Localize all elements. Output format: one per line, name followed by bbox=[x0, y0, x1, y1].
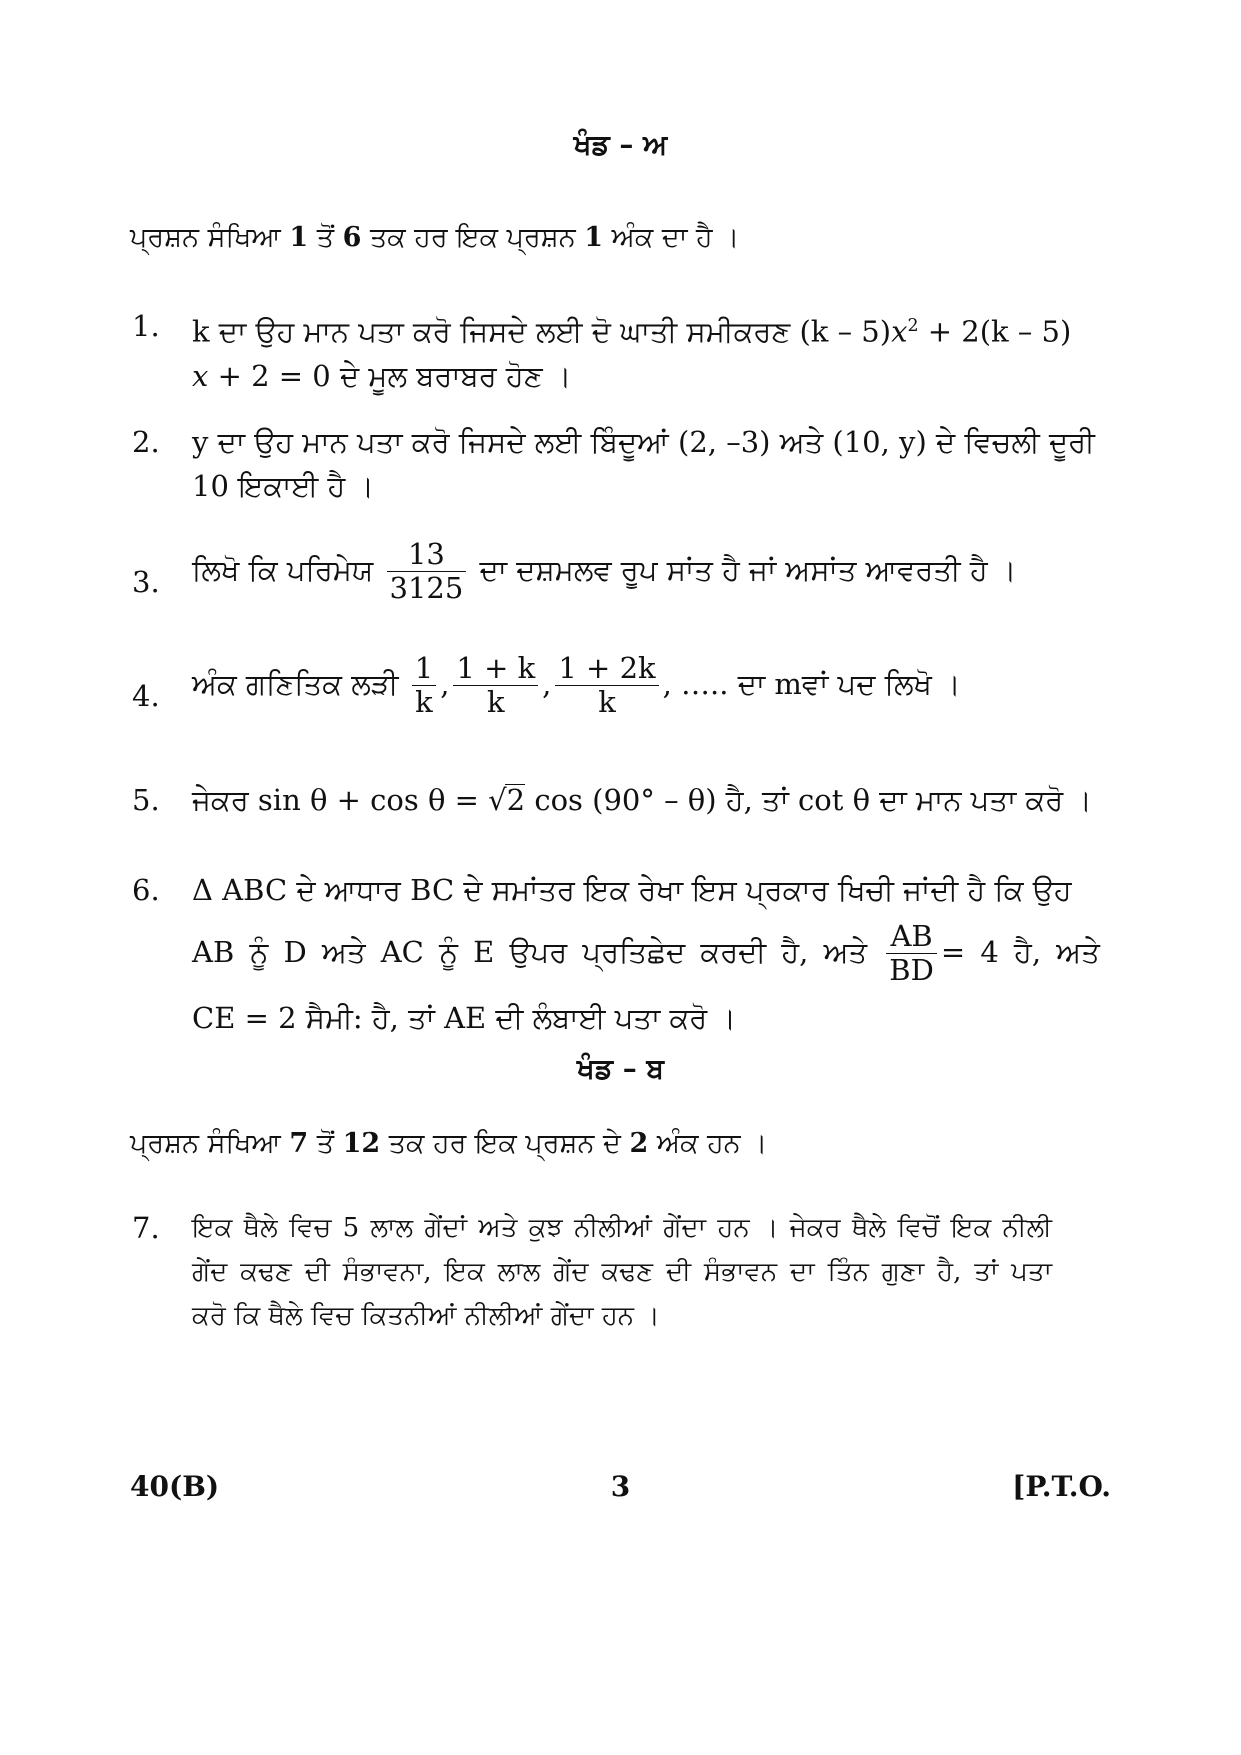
fraction-numerator: AB bbox=[886, 920, 937, 954]
question-line bbox=[192, 652, 1052, 720]
question-text bbox=[192, 538, 1052, 606]
variable-x: x bbox=[192, 358, 209, 393]
fraction-numerator: 1 + 2k bbox=[555, 652, 658, 686]
text-span: AB ਨੂੰ D ਅਤੇ AC ਨੂੰ E ਉਪਰ ਪ੍ਰਤਿਛੇਦ ਕਰਦੀ ਹੈ, ਅਤੇ bbox=[192, 934, 868, 969]
question-text bbox=[192, 1206, 1052, 1338]
separator: , bbox=[440, 666, 450, 701]
question-line: Δ ABC ਦੇ ਆਧਾਰ BC ਦੇ ਸਮਾਂਤਰ ਇਕ ਰੇਖਾ ਇਸ ਪ੍ਰਕਾਰ ਖਿਚੀ ਜਾਂਦੀ ਹੈ ਕਿ ਉਹ bbox=[192, 873, 1072, 907]
question-number: 5. bbox=[132, 783, 160, 817]
paper-code: 40(B) bbox=[130, 1470, 220, 1503]
question-number: 3. bbox=[132, 565, 160, 599]
question-text bbox=[192, 420, 1095, 508]
text-span: = 4 ਹੈ, ਅਤੇ bbox=[940, 934, 1100, 969]
fraction-denominator: k bbox=[415, 685, 433, 720]
question-line bbox=[192, 919, 1100, 988]
text-span: ਦਾ ਦਸ਼ਮਲਵ ਰੂਪ ਸਾਂਤ ਹੈ ਜਾਂ ਅਸਾਂਤ ਆਵਰਤੀ ਹੈ । bbox=[470, 552, 1017, 587]
question-number: 4. bbox=[132, 679, 160, 713]
instr-text: ਪ੍ਰਸ਼ਨ ਸੰਖਿਆ bbox=[130, 1128, 290, 1159]
question-text bbox=[192, 778, 1092, 822]
sqrt-radicand: 2 bbox=[506, 783, 526, 817]
instr-number: 2 bbox=[629, 1128, 649, 1159]
sqrt-sign: √ bbox=[488, 783, 507, 817]
instr-number: 12 bbox=[342, 1128, 381, 1159]
text-span: , ….. ਦਾ mਵਾਂ ਪਦ ਲਿਖੋ । bbox=[662, 666, 961, 701]
text-span: cos (90° – θ) ਹੈ, ਤਾਂ cot θ ਦਾ ਮਾਨ ਪਤਾ ਕਰੋ । bbox=[525, 783, 1092, 817]
text-span: + 2(k – 5) bbox=[918, 314, 1072, 349]
separator: , bbox=[542, 666, 552, 701]
question-text bbox=[192, 868, 1100, 1040]
fraction-numerator: 1 bbox=[412, 652, 436, 686]
instr-text: ਅੰਕ ਦਾ ਹੈ । bbox=[603, 222, 740, 253]
question-line: ਕਰੋ ਕਿ ਥੈਲੇ ਵਿਚ ਕਿਤਨੀਆਂ ਨੀਲੀਆਂ ਗੇਂਦਾ ਹਨ । bbox=[192, 1301, 660, 1331]
text-span: ਜੇਕਰ sin θ + cos θ = bbox=[192, 783, 489, 817]
text-span: + 2 = 0 ਦੇ ਮੂਲ ਬਰਾਬਰ ਹੋਣ । bbox=[208, 358, 572, 393]
exponent: 2 bbox=[907, 316, 919, 336]
fraction-numerator: 1 + k bbox=[453, 652, 538, 686]
fraction bbox=[453, 652, 538, 720]
instr-text: ਤੋਂ bbox=[308, 222, 343, 253]
instr-text: ਅੰਕ ਹਨ । bbox=[648, 1128, 768, 1159]
instr-text: ਤੋਂ bbox=[308, 1128, 343, 1159]
section-b-instructions bbox=[130, 1128, 767, 1160]
fraction bbox=[886, 920, 937, 988]
fraction-denominator: BD bbox=[889, 953, 934, 988]
question-number: 1. bbox=[132, 309, 160, 343]
fraction bbox=[555, 652, 658, 720]
question-text bbox=[192, 652, 1052, 720]
section-b-heading: ਖੰਡ – ਬ bbox=[577, 1052, 664, 1085]
question-line bbox=[192, 304, 1072, 354]
instr-number: 1 bbox=[584, 222, 604, 253]
text-span: ਲਿਖੋ ਕਿ ਪਰਿਮੇਯ bbox=[192, 552, 383, 587]
question-number: 2. bbox=[132, 425, 160, 459]
instr-text: ਤਕ ਹਰ ਇਕ ਪ੍ਰਸ਼ਨ bbox=[361, 222, 585, 253]
question-line: ਇਕ ਥੈਲੇ ਵਿਚ 5 ਲਾਲ ਗੇਂਦਾਂ ਅਤੇ ਕੁਝ ਨੀਲੀਆਂ ਗੇਂਦਾ ਹਨ । ਜੇਕਰ ਥੈਲੇ ਵਿਚੋਂ ਇਕ ਨੀਲੀ bbox=[192, 1213, 1052, 1243]
fraction-denominator: k bbox=[487, 685, 505, 720]
section-a-heading: ਖੰਡ – ਅ bbox=[573, 128, 668, 161]
question-line: CE = 2 ਸੈਮੀ: ਹੈ, ਤਾਂ AE ਦੀ ਲੰਬਾਈ ਪਤਾ ਕਰੋ । bbox=[192, 1000, 737, 1035]
question-line bbox=[192, 354, 1052, 398]
fraction-denominator: k bbox=[598, 685, 616, 720]
instr-text: ਪ੍ਰਸ਼ਨ ਸੰਖਿਆ bbox=[130, 222, 290, 253]
fraction-numerator: 13 bbox=[387, 538, 467, 572]
instr-number: 7 bbox=[289, 1128, 309, 1159]
fraction bbox=[387, 538, 467, 606]
question-text bbox=[192, 304, 1072, 398]
instr-text: ਤਕ ਹਰ ਇਕ ਪ੍ਰਸ਼ਨ ਦੇ bbox=[380, 1128, 630, 1159]
page-number: 3 bbox=[610, 1470, 631, 1503]
question-line: y ਦਾ ਉਹ ਮਾਨ ਪਤਾ ਕਰੋ ਜਿਸਦੇ ਲਈ ਬਿੰਦੂਆਂ (2, –3) ਅਤੇ (10, y) ਦੇ ਵਿਚਲੀ ਦੂਰੀ bbox=[192, 425, 1095, 459]
fraction bbox=[412, 652, 436, 720]
question-line: 10 ਇਕਾਈ ਹੈ । bbox=[192, 469, 375, 503]
text-span: ਅੰਕ ਗਣਿਤਿਕ ਲੜੀ bbox=[192, 666, 408, 701]
pto-label: [P.T.O. bbox=[1012, 1470, 1111, 1503]
question-number: 6. bbox=[132, 873, 160, 907]
instr-number: 6 bbox=[342, 222, 362, 253]
variable-x: x bbox=[891, 314, 908, 349]
question-number: 7. bbox=[132, 1211, 160, 1245]
section-a-instructions bbox=[130, 222, 739, 254]
fraction-denominator: 3125 bbox=[389, 571, 464, 606]
question-line bbox=[192, 778, 1092, 822]
instr-number: 1 bbox=[289, 222, 309, 253]
question-line bbox=[192, 538, 1052, 606]
question-line: ਗੇਂਦ ਕਢਣ ਦੀ ਸੰਭਾਵਨਾ, ਇਕ ਲਾਲ ਗੇਂਦ ਕਢਣ ਦੀ ਸੰਭਾਵਨ ਦਾ ਤਿੰਨ ਗੁਣਾ ਹੈ, ਤਾਂ ਪਤਾ bbox=[192, 1257, 1052, 1287]
text-span: k ਦਾ ਉਹ ਮਾਨ ਪਤਾ ਕਰੋ ਜਿਸਦੇ ਲਈ ਦੋ ਘਾਤੀ ਸਮੀਕਰਣ (k – 5) bbox=[192, 314, 892, 349]
